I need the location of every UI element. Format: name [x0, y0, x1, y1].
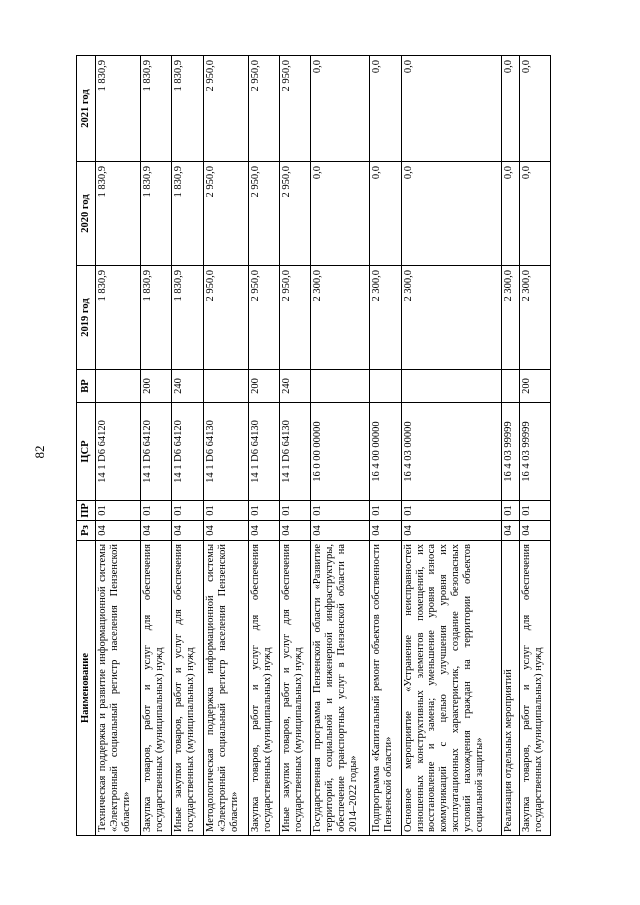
- column-header-pr: ПР: [77, 501, 96, 521]
- row-pr: 01: [95, 501, 140, 521]
- row-vr: [502, 370, 519, 403]
- row-2019: 2 950,0: [203, 266, 248, 370]
- row-2021: 0,0: [502, 56, 519, 162]
- row-name: Закупка товаров, работ и услуг для обеспечения государственных (муниципальных) нужд: [248, 541, 279, 836]
- row-pr: 01: [519, 501, 550, 521]
- row-rz: 04: [203, 521, 248, 541]
- column-header-2021: 2021 год: [77, 56, 96, 162]
- row-2021: 2 950,0: [280, 56, 311, 162]
- row-2020: 2 950,0: [203, 162, 248, 266]
- row-2021: 0,0: [311, 56, 370, 162]
- row-2019: 1 830,9: [172, 266, 203, 370]
- row-2019: 2 950,0: [280, 266, 311, 370]
- row-csr: 14 1 D6 64130: [280, 403, 311, 501]
- table-row: [502, 56, 519, 836]
- row-csr: 14 1 D6 64120: [95, 403, 140, 501]
- row-pr: 01: [311, 501, 370, 521]
- row-name: Иные закупки товаров, работ и услуг для обеспечения государственных (муниципальных) нужд: [172, 541, 203, 836]
- row-csr: 14 1 D6 64130: [248, 403, 279, 501]
- row-vr: 240: [172, 370, 203, 403]
- row-2020: 0,0: [502, 162, 519, 266]
- row-csr: 14 1 D6 64120: [172, 403, 203, 501]
- row-name: Основное мероприятие «Устранение неисправностей изношенных конструктивных элементов помещений, их восстановление и замена; уменьшение уровня износа коммуникаций с целью улучшения уровня их эксплуатационных характеристик, создание безопасных условий нахождения граждан на территории объектов социальной защиты»: [401, 541, 502, 836]
- row-2019: 2 300,0: [311, 266, 370, 370]
- row-name: Подпрограмма «Капитальный ремонт объектов собственности Пензенской области»: [370, 541, 401, 836]
- row-2021: 0,0: [401, 56, 502, 162]
- row-vr: [370, 370, 401, 403]
- table-row: [248, 56, 279, 836]
- row-rz: 04: [141, 521, 172, 541]
- row-vr: [311, 370, 370, 403]
- table-header-row: [77, 56, 96, 836]
- row-rz: 04: [95, 521, 140, 541]
- row-2021: 1 830,9: [172, 56, 203, 162]
- row-2021: 2 950,0: [248, 56, 279, 162]
- row-2020: 1 830,9: [95, 162, 140, 266]
- table-row: [95, 56, 140, 836]
- column-header-csr: ЦСР: [77, 403, 96, 501]
- row-csr: 16 4 03 99999: [502, 403, 519, 501]
- row-rz: 04: [370, 521, 401, 541]
- row-name: Реализация отдельных мероприятий: [502, 541, 519, 836]
- row-2019: 1 830,9: [141, 266, 172, 370]
- row-pr: 01: [203, 501, 248, 521]
- row-name: Методологическая поддержка информационной системы «Электронный социальный регистр населения Пензенской области»: [203, 541, 248, 836]
- row-vr: 200: [141, 370, 172, 403]
- row-rz: 04: [502, 521, 519, 541]
- row-name: Техническая поддержка и развитие информационной системы «Электронный социальный регистр населения Пензенской области»: [95, 541, 140, 836]
- row-2019: 2 950,0: [248, 266, 279, 370]
- row-pr: 01: [280, 501, 311, 521]
- row-csr: 16 4 03 99999: [519, 403, 550, 501]
- row-csr: 14 1 D6 64130: [203, 403, 248, 501]
- row-2021: 2 950,0: [203, 56, 248, 162]
- row-2019: 2 300,0: [401, 266, 502, 370]
- row-rz: 04: [519, 521, 550, 541]
- column-header-2019: 2019 год: [77, 266, 96, 370]
- row-vr: 240: [280, 370, 311, 403]
- row-2019: 2 300,0: [519, 266, 550, 370]
- row-pr: 01: [172, 501, 203, 521]
- row-rz: 04: [280, 521, 311, 541]
- table-row: [401, 56, 502, 836]
- row-2020: 0,0: [401, 162, 502, 266]
- row-csr: 16 4 03 00000: [401, 403, 502, 501]
- row-name: Закупка товаров, работ и услуг для обеспечения государственных (муниципальных) нужд: [519, 541, 550, 836]
- table-row: [280, 56, 311, 836]
- row-2020: 0,0: [519, 162, 550, 266]
- row-pr: 01: [248, 501, 279, 521]
- row-csr: 16 0 00 00000: [311, 403, 370, 501]
- row-2021: 0,0: [519, 56, 550, 162]
- column-header-rz: Рз: [77, 521, 96, 541]
- row-2019: 2 300,0: [502, 266, 519, 370]
- table-row: [519, 56, 550, 836]
- row-csr: 14 1 D6 64120: [141, 403, 172, 501]
- row-2020: 2 950,0: [248, 162, 279, 266]
- row-rz: 04: [401, 521, 502, 541]
- row-2021: 1 830,9: [141, 56, 172, 162]
- table-row: [370, 56, 401, 836]
- row-2019: 1 830,9: [95, 266, 140, 370]
- row-vr: [95, 370, 140, 403]
- row-2020: 0,0: [370, 162, 401, 266]
- table-row: [203, 56, 248, 836]
- row-rz: 04: [248, 521, 279, 541]
- column-header-name: Наименование: [77, 541, 96, 836]
- row-name: Государственная программа Пензенской области «Развитие территорий, социальной и инженерной инфраструктуры, обеспечение транспортных услуг в Пензенской области на 2014–2022 годы»: [311, 541, 370, 836]
- row-pr: 01: [401, 501, 502, 521]
- row-2021: 1 830,9: [95, 56, 140, 162]
- row-2020: 2 950,0: [280, 162, 311, 266]
- column-header-2020: 2020 год: [77, 162, 96, 266]
- row-2019: 2 300,0: [370, 266, 401, 370]
- row-vr: 200: [248, 370, 279, 403]
- row-pr: 01: [370, 501, 401, 521]
- row-2020: 1 830,9: [172, 162, 203, 266]
- row-vr: 200: [519, 370, 550, 403]
- row-pr: 01: [502, 501, 519, 521]
- row-name: Иные закупки товаров, работ и услуг для обеспечения государственных (муниципальных) нужд: [280, 541, 311, 836]
- row-2021: 0,0: [370, 56, 401, 162]
- row-pr: 01: [141, 501, 172, 521]
- table-row: [172, 56, 203, 836]
- table-row: [311, 56, 370, 836]
- row-rz: 04: [311, 521, 370, 541]
- rotated-table-container: [76, 56, 551, 836]
- row-2020: 0,0: [311, 162, 370, 266]
- row-csr: 16 4 00 00000: [370, 403, 401, 501]
- row-2020: 1 830,9: [141, 162, 172, 266]
- column-header-vr: ВР: [77, 370, 96, 403]
- table-row: [141, 56, 172, 836]
- row-vr: [203, 370, 248, 403]
- row-rz: 04: [172, 521, 203, 541]
- page-number: 82: [32, 445, 47, 459]
- budget-table: [76, 55, 551, 836]
- row-name: Закупка товаров, работ и услуг для обеспечения государственных (муниципальных) нужд: [141, 541, 172, 836]
- row-vr: [401, 370, 502, 403]
